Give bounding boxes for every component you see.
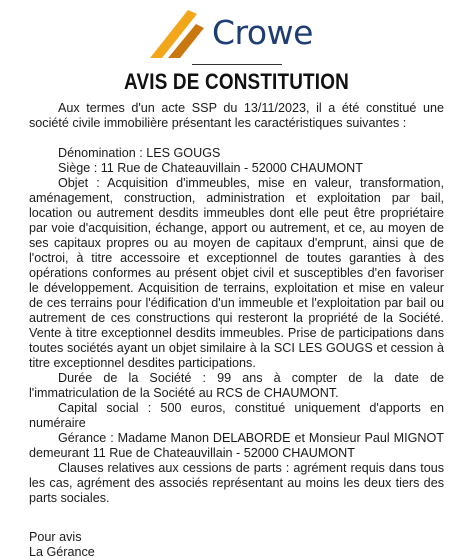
- spacer: [29, 131, 444, 146]
- duree-paragraph: Durée de la Société : 99 ans à compter de la date de l'immatriculation de la Société au RCS de CHAUMONT.: [29, 371, 444, 400]
- crowe-logo: [148, 6, 338, 62]
- title-divider: [192, 64, 282, 65]
- page-title: AVIS DE CONSTITUTION: [124, 69, 349, 94]
- pour-avis-line: Pour avis: [29, 530, 82, 544]
- logo-wordmark: Crowe: [212, 13, 313, 52]
- spacer: [29, 506, 444, 530]
- crowe-logo-mark-icon: [148, 6, 208, 62]
- denomination-line: Dénomination : LES GOUGS: [58, 146, 221, 160]
- notice-body: [29, 101, 444, 560]
- siege-line: Siège : 11 Rue de Chateauvillain - 52000 CHAUMONT: [58, 161, 363, 175]
- clauses-paragraph: Clauses relatives aux cessions de parts : agrément requis dans tous les cas, agrément des associés représentant au moins les deux tiers des parts sociales.: [29, 461, 444, 505]
- signature-line: La Gérance: [29, 545, 95, 559]
- capital-line: Capital social : 500 euros, constitué uniquement d'apports en numéraire: [29, 401, 444, 430]
- intro-paragraph: Aux termes d'un acte SSP du 13/11/2023, il a été constitué une société civile immobilière présentant les caractéristiques suivantes :: [29, 101, 444, 130]
- objet-paragraph: Objet : Acquisition d'immeubles, mise en valeur, transformation, aménagement, construction, administration et exploitation par bail, location ou autrement desdits immeubles dont elle peut être propriétaire par voie d'acquisition, échange, apport ou autrement, et ce, au moyen de ses capitaux propres ou au moyen de capitaux d'emprunt, ainsi que de l'octroi, à titre accessoire et exceptionnel de toutes garanties à des opérations conformes au présent objet civil et susceptibles d'en favoriser le développement. Acquisition de terrains, exploitation et mise en valeur de ces terrains pour l'édification d'un immeuble et l'exploitation par bail ou autrement de ces constructions qui resteront la propriété de la Société. Vente à titre exceptionnel desdits immeubles. Prise de participations dans toutes sociétés ayant un objet similaire à la SCI LES GOUGS et cession à titre exceptionnel desdites participations.: [29, 176, 444, 370]
- gerance-paragraph: Gérance : Madame Manon DELABORDE et Monsieur Paul MIGNOT demeurant 11 Rue de Chateauvillain - 52000 CHAUMONT: [29, 431, 444, 460]
